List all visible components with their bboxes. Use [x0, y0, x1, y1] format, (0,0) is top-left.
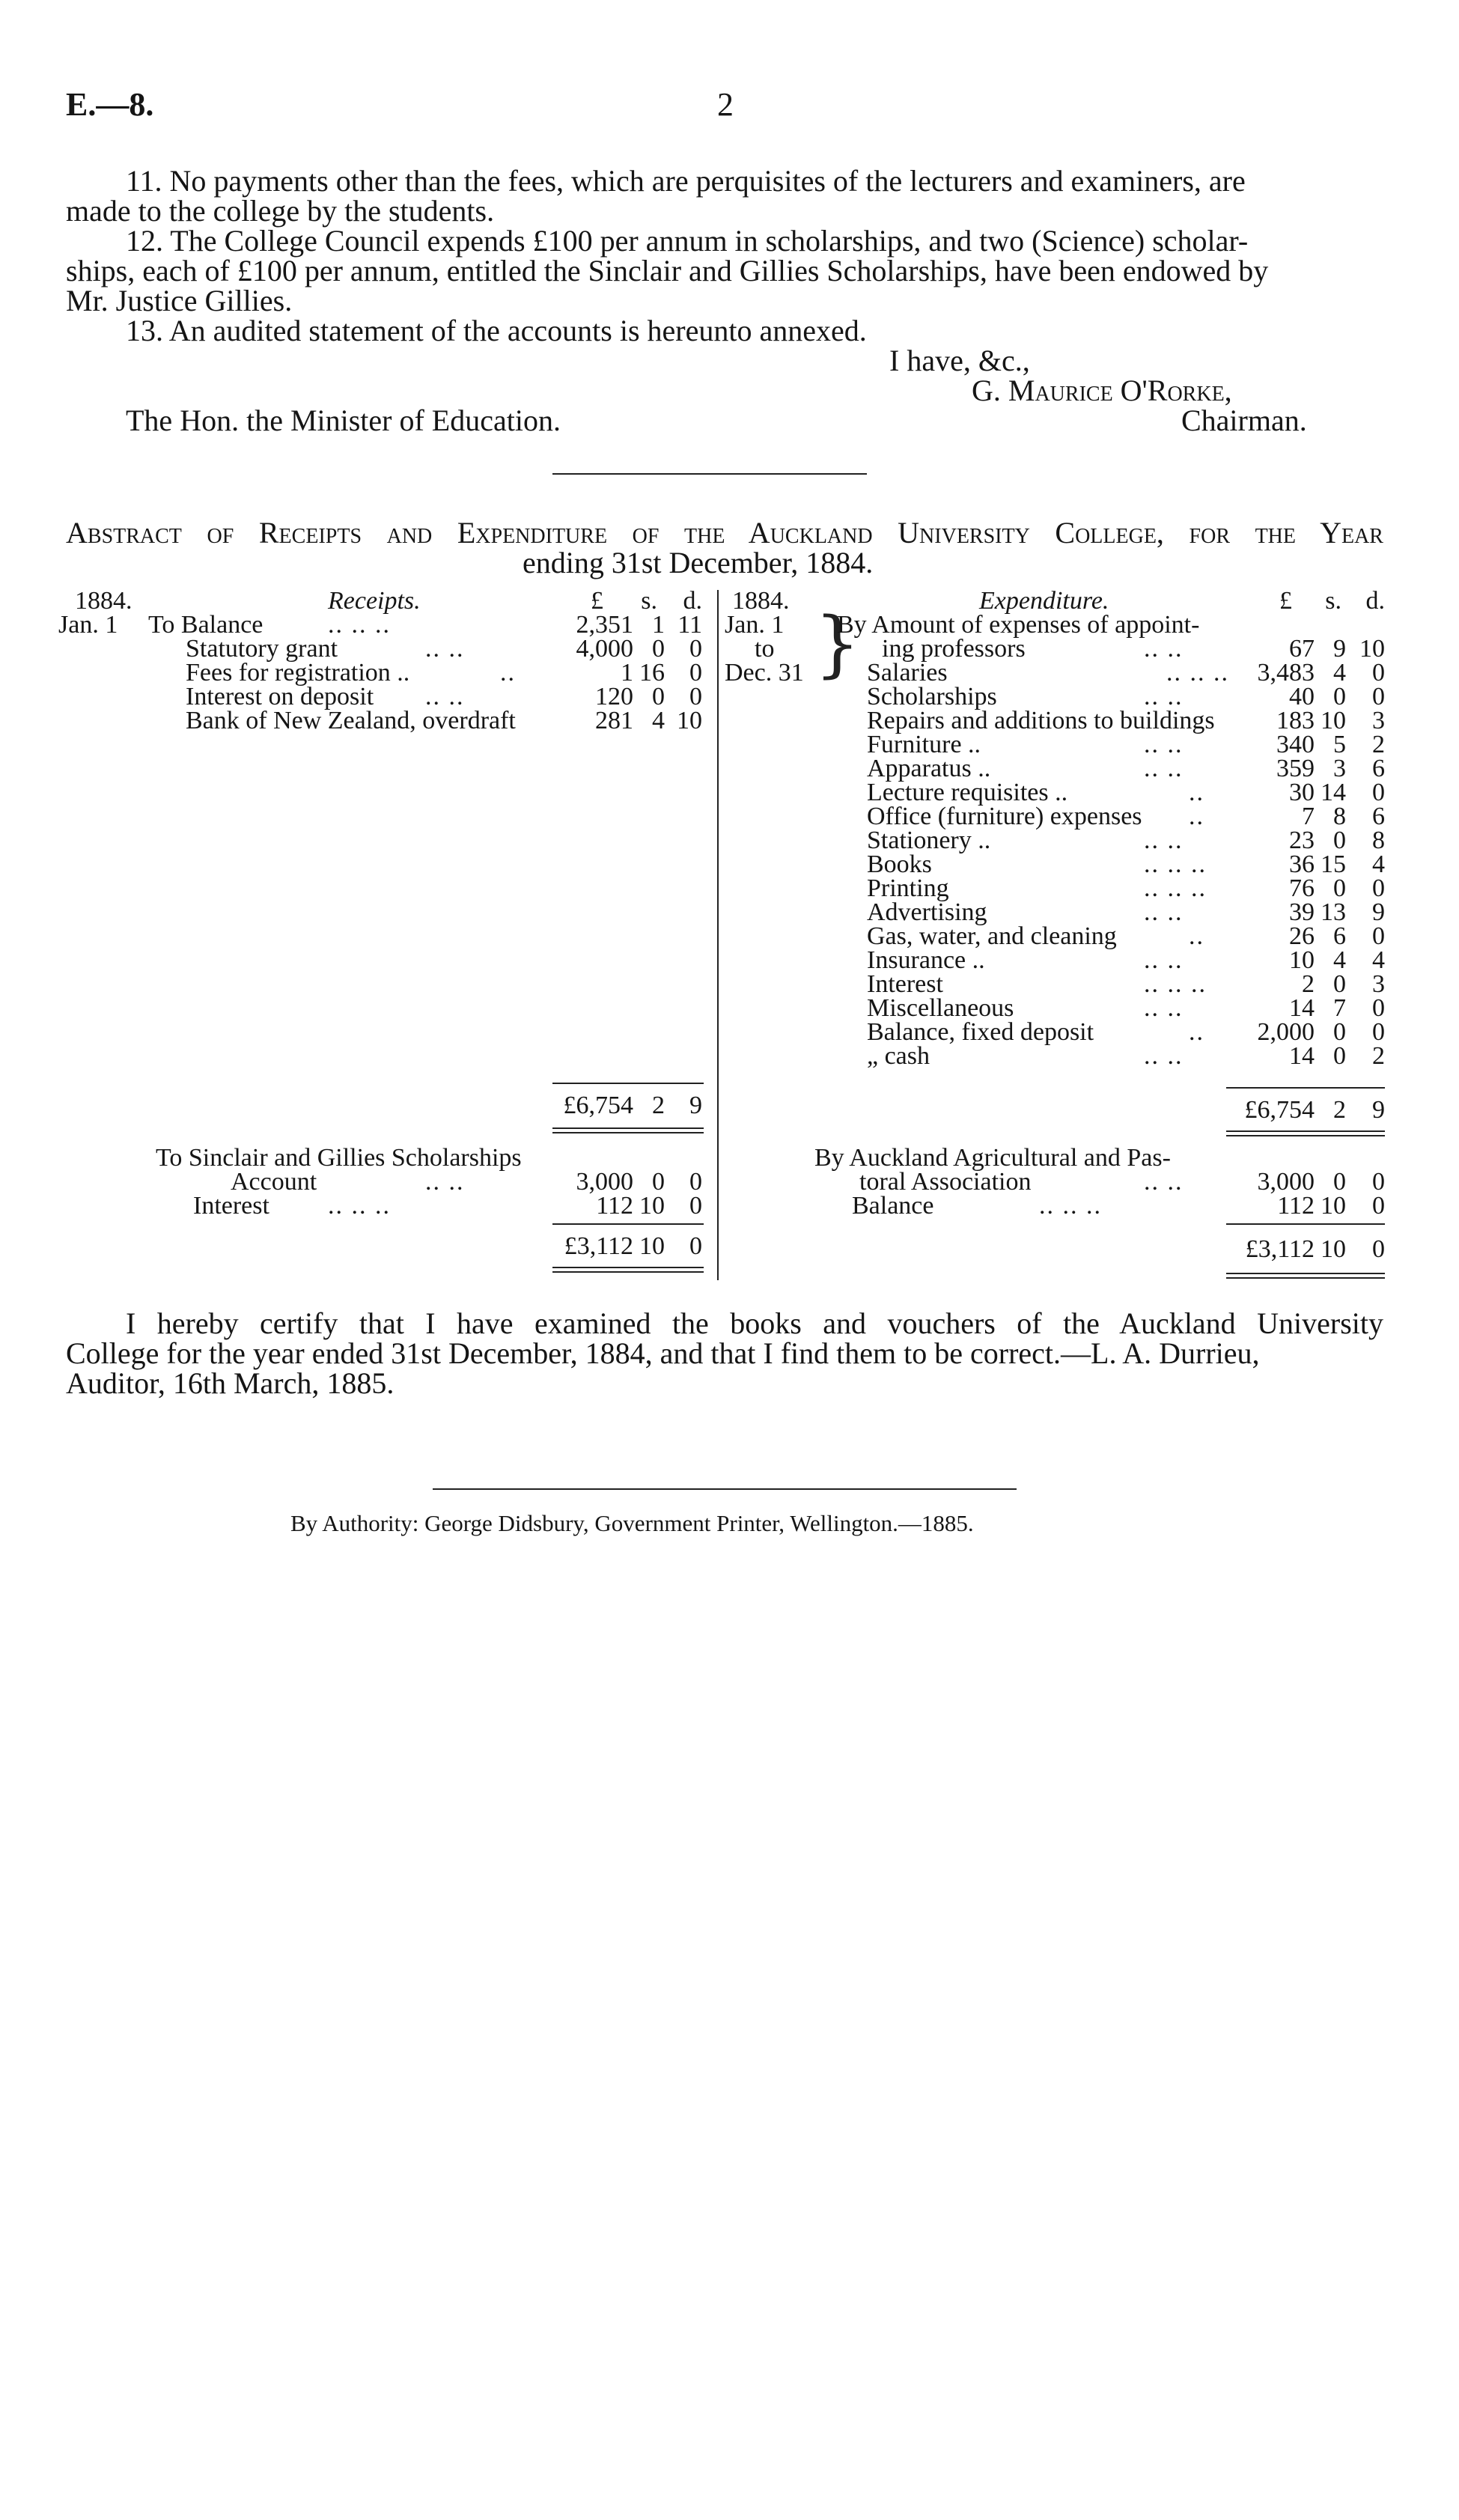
amount-pence: 0 [1372, 683, 1385, 710]
amount-pence: 9 [1372, 898, 1385, 926]
total-pounds: £3,112 [564, 1232, 633, 1260]
leader-dots: .. .. [1144, 946, 1184, 974]
leader-dots: .. .. [1144, 827, 1184, 854]
certificate-line-1: I hereby certify that I have examined the books and vouchers of the Auckland University [126, 1306, 1383, 1340]
leader-dots: .. .. .. [1144, 874, 1207, 902]
document-reference: E.—8. [66, 86, 154, 123]
receipts-date: Jan. 1 [58, 611, 118, 639]
expenditure-total-rule [1226, 1087, 1385, 1089]
paragraph-11-line-2: made to the college by the students. [66, 194, 495, 228]
receipts-heading: Receipts. [328, 587, 421, 615]
assoc-total-double-rule [1226, 1273, 1385, 1279]
receipts-label: Account [231, 1168, 317, 1196]
expenditure-label: Books [867, 850, 932, 878]
amount-pounds: 112 [596, 1192, 633, 1220]
paragraph-12-line-3: Mr. Justice Gillies. [66, 284, 293, 317]
total-shillings: 10 [1321, 1235, 1346, 1263]
leader-dots: .. .. [425, 683, 465, 710]
expenditure-label: Stationery .. [867, 827, 991, 854]
amount-shillings: 0 [1333, 1168, 1346, 1196]
page-number: 2 [717, 86, 734, 123]
total-pence: 0 [1372, 1235, 1385, 1263]
amount-pence: 6 [1372, 803, 1385, 830]
amount-pence: 11 [677, 611, 702, 639]
leader-dots: .. .. .. [328, 1192, 391, 1220]
expenditure-label: „ cash [867, 1042, 930, 1070]
receipts-label: Bank of New Zealand, overdraft [186, 707, 516, 734]
scholarship-account-label: To Sinclair and Gillies Scholarships [156, 1144, 522, 1172]
amount-pounds: 2 [1302, 970, 1315, 998]
amount-pounds: 281 [595, 707, 633, 734]
amount-shillings: 0 [652, 1168, 665, 1196]
total-shillings: 2 [652, 1092, 665, 1119]
amount-pence: 0 [1372, 1018, 1385, 1046]
paragraph-12-line-2: ships, each of £100 per annum, entitled the Sinclair and Gillies Scholarships, have been endowed by [66, 254, 1269, 287]
expenditure-label: Interest [867, 970, 943, 998]
amount-shillings: 4 [1333, 946, 1346, 974]
amount-pounds: 7 [1302, 803, 1315, 830]
receipts-col-shillings: s. [641, 587, 657, 615]
amount-pounds: 30 [1289, 779, 1315, 806]
leader-dots: .. .. [1144, 683, 1184, 710]
expenditure-label: Balance, fixed deposit [867, 1018, 1094, 1046]
amount-shillings: 0 [652, 683, 665, 710]
amount-pounds: 1 [621, 659, 633, 687]
scholarship-total-rule [552, 1223, 704, 1225]
table-center-rule [717, 590, 719, 1280]
leader-dots: .. .. [1144, 898, 1184, 926]
amount-pounds: 36 [1289, 850, 1315, 878]
amount-pounds: 2,351 [576, 611, 633, 639]
paragraph-13-line-1: 13. An audited statement of the accounts is hereunto annexed. [126, 314, 867, 347]
receipts-col-pounds: £ [591, 587, 603, 615]
amount-shillings: 0 [1333, 874, 1346, 902]
amount-shillings: 16 [639, 659, 665, 687]
amount-shillings: 5 [1333, 731, 1346, 758]
leader-dots: .. .. [1144, 635, 1184, 663]
expenditure-year: 1884. [732, 587, 790, 615]
leader-dots: .. [1189, 1018, 1204, 1046]
expenditure-date-end: Dec. 31 [725, 659, 804, 687]
section-divider [552, 473, 867, 475]
amount-shillings: 13 [1321, 898, 1346, 926]
leader-dots: .. .. .. [1166, 659, 1229, 687]
expenditure-label: Miscellaneous [867, 994, 1014, 1022]
amount-pounds: 76 [1289, 874, 1315, 902]
amount-shillings: 15 [1321, 850, 1346, 878]
receipts-label: Interest on deposit [186, 683, 374, 710]
leader-dots: .. .. [425, 1168, 465, 1196]
amount-pence: 0 [689, 1168, 702, 1196]
amount-shillings: 4 [652, 707, 665, 734]
signature-closing: I have, &c., [889, 344, 1030, 377]
paragraph-12-line-1: 12. The College Council expends £100 per annum in scholarships, and two (Science) scholar- [126, 224, 1249, 258]
amount-shillings: 7 [1333, 994, 1346, 1022]
receipts-label: Fees for registration .. [186, 659, 410, 687]
agricultural-association-label: By Auckland Agricultural and Pas- [814, 1144, 1171, 1172]
date-brace-icon: } [814, 602, 861, 686]
amount-pounds: 3,000 [1257, 1168, 1315, 1196]
amount-pence: 0 [1372, 994, 1385, 1022]
leader-dots: .. .. [1144, 994, 1184, 1022]
total-pounds: £3,112 [1245, 1235, 1315, 1263]
amount-pounds: 14 [1289, 1042, 1315, 1070]
leader-dots: .. .. [1144, 1042, 1184, 1070]
amount-pence: 0 [1372, 874, 1385, 902]
amount-pence: 10 [677, 707, 702, 734]
receipts-label: Statutory grant [186, 635, 338, 663]
expenditure-label: Printing [867, 874, 949, 902]
leader-dots: .. [1189, 803, 1204, 830]
amount-pence: 0 [1372, 1168, 1385, 1196]
amount-shillings: 10 [1321, 707, 1346, 734]
amount-pence: 3 [1372, 970, 1385, 998]
amount-pence: 0 [1372, 922, 1385, 950]
amount-shillings: 0 [1333, 683, 1346, 710]
amount-pounds: 26 [1289, 922, 1315, 950]
amount-pence: 2 [1372, 1042, 1385, 1070]
leader-dots: .. .. .. [1039, 1192, 1102, 1220]
scholarship-total-double-rule [552, 1267, 704, 1273]
certificate-line-3: Auditor, 16th March, 1885. [66, 1366, 395, 1400]
amount-pence: 0 [1372, 1192, 1385, 1220]
amount-shillings: 0 [652, 635, 665, 663]
printer-imprint: By Authority: George Didsbury, Government Printer, Wellington.—1885. [290, 1510, 974, 1536]
expenditure-col-pounds: £ [1279, 587, 1292, 615]
total-pence: 0 [689, 1232, 702, 1260]
assoc-total-rule [1226, 1223, 1385, 1225]
amount-pounds: 3,000 [576, 1168, 633, 1196]
receipts-year: 1884. [75, 587, 133, 615]
amount-pence: 4 [1372, 946, 1385, 974]
certificate-line-2: College for the year ended 31st December, 1884, and that I find them to be correct.—L. A. Durrieu, [66, 1336, 1260, 1370]
signature-addressee: The Hon. the Minister of Education. [126, 404, 561, 437]
amount-pence: 3 [1372, 707, 1385, 734]
amount-shillings: 4 [1333, 659, 1346, 687]
amount-pounds: 2,000 [1257, 1018, 1315, 1046]
leader-dots: .. .. [1144, 731, 1184, 758]
signature-name: G. Maurice O'Rorke, [972, 374, 1232, 407]
total-pence: 9 [1372, 1096, 1385, 1124]
amount-pence: 0 [689, 683, 702, 710]
leader-dots: .. .. [1144, 1168, 1184, 1196]
amount-pounds: 120 [595, 683, 633, 710]
amount-pounds: 39 [1289, 898, 1315, 926]
amount-shillings: 0 [1333, 827, 1346, 854]
expenditure-label: Salaries [867, 659, 948, 687]
expenditure-total-double-rule [1226, 1130, 1385, 1136]
amount-pounds: 40 [1289, 683, 1315, 710]
expenditure-label: Gas, water, and cleaning [867, 922, 1117, 950]
amount-shillings: 0 [1333, 1018, 1346, 1046]
receipts-total-rule [552, 1083, 704, 1084]
amount-pence: 2 [1372, 731, 1385, 758]
receipts-col-pence: d. [683, 587, 702, 615]
amount-pence: 0 [1372, 779, 1385, 806]
expenditure-label: Apparatus .. [867, 755, 991, 782]
expenditure-col-shillings: s. [1325, 587, 1341, 615]
expenditure-date-to: to [755, 635, 775, 663]
signature-title: Chairman. [1181, 404, 1307, 437]
expenditure-label: toral Association [859, 1168, 1032, 1196]
leader-dots: .. [1189, 779, 1204, 806]
receipts-total-double-rule [552, 1127, 704, 1133]
expenditure-label: Balance [852, 1192, 934, 1220]
expenditure-label: Lecture requisites .. [867, 779, 1068, 806]
total-pounds: £6,754 [563, 1092, 633, 1119]
total-pounds: £6,754 [1244, 1096, 1315, 1124]
amount-pounds: 10 [1289, 946, 1315, 974]
amount-pounds: 67 [1289, 635, 1315, 663]
amount-pence: 0 [1372, 659, 1385, 687]
amount-pounds: 23 [1289, 827, 1315, 854]
receipts-label: To Balance [148, 611, 264, 639]
abstract-title-line-2: ending 31st December, 1884. [523, 546, 874, 579]
amount-pounds: 4,000 [576, 635, 633, 663]
amount-shillings: 0 [1333, 1042, 1346, 1070]
expenditure-label: ing professors [882, 635, 1026, 663]
leader-dots: .. [1189, 922, 1204, 950]
amount-shillings: 1 [652, 611, 665, 639]
expenditure-label: Insurance .. [867, 946, 985, 974]
abstract-title-line-1: Abstract of Receipts and Expenditure of the Auckland University College, for the Year [66, 516, 1383, 550]
amount-shillings: 6 [1333, 922, 1346, 950]
amount-pence: 0 [689, 635, 702, 663]
expenditure-heading: Expenditure. [979, 587, 1109, 615]
expenditure-label: Advertising [867, 898, 987, 926]
receipts-label: Interest [193, 1192, 269, 1220]
amount-pounds: 183 [1276, 707, 1315, 734]
total-shillings: 2 [1333, 1096, 1346, 1124]
leader-dots: .. .. .. [1144, 850, 1207, 878]
amount-pounds: 3,483 [1257, 659, 1315, 687]
amount-pence: 0 [689, 1192, 702, 1220]
expenditure-label: Scholarships [867, 683, 997, 710]
amount-pounds: 359 [1276, 755, 1315, 782]
expenditure-label: Office (furniture) expenses [867, 803, 1142, 830]
amount-pence: 10 [1359, 635, 1385, 663]
leader-dots: .. .. .. [328, 611, 391, 639]
amount-shillings: 14 [1321, 779, 1346, 806]
expenditure-label: By Amount of expenses of appoint- [837, 611, 1200, 639]
amount-pence: 8 [1372, 827, 1385, 854]
total-shillings: 10 [639, 1232, 665, 1260]
amount-pounds: 14 [1289, 994, 1315, 1022]
amount-shillings: 10 [639, 1192, 665, 1220]
expenditure-label: Repairs and additions to buildings [867, 707, 1215, 734]
expenditure-col-pence: d. [1365, 587, 1385, 615]
amount-shillings: 3 [1333, 755, 1346, 782]
amount-pence: 0 [689, 659, 702, 687]
amount-shillings: 0 [1333, 970, 1346, 998]
leader-dots: .. .. [425, 635, 465, 663]
leader-dots: .. .. .. [1144, 970, 1207, 998]
amount-shillings: 8 [1333, 803, 1346, 830]
leader-dots: .. [500, 659, 516, 687]
amount-shillings: 10 [1321, 1192, 1346, 1220]
amount-shillings: 9 [1333, 635, 1346, 663]
paragraph-11-line-1: 11. No payments other than the fees, which are perquisites of the lecturers and examiners, are [126, 164, 1246, 198]
footer-divider [433, 1488, 1017, 1490]
leader-dots: .. .. [1144, 755, 1184, 782]
expenditure-label: Furniture .. [867, 731, 981, 758]
total-pence: 9 [689, 1092, 702, 1119]
amount-pence: 4 [1372, 850, 1385, 878]
amount-pounds: 112 [1277, 1192, 1315, 1220]
expenditure-date-from: Jan. 1 [725, 611, 785, 639]
amount-pounds: 340 [1276, 731, 1315, 758]
amount-pence: 6 [1372, 755, 1385, 782]
